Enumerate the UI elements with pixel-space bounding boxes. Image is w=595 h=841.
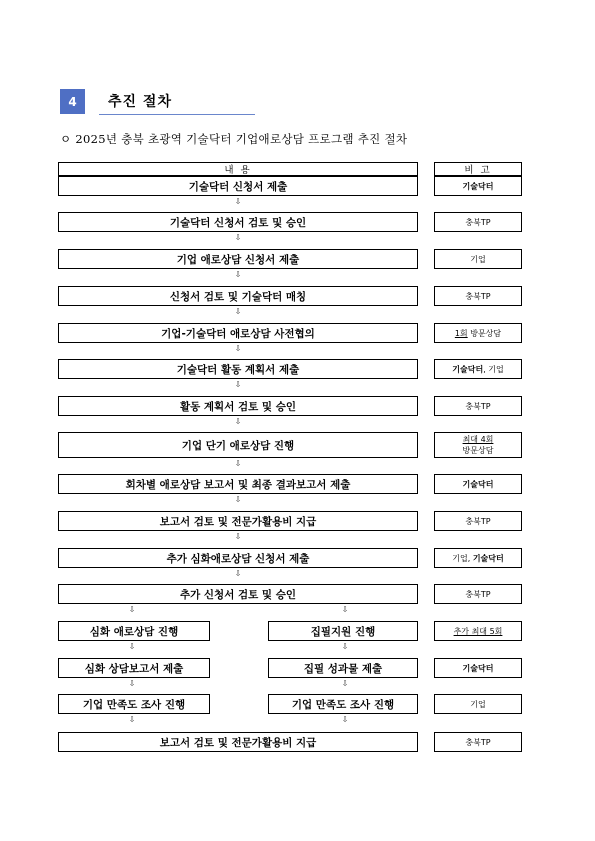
section-number: 4 (60, 89, 85, 114)
split-left-box: 기업 만족도 조사 진행 (58, 694, 210, 714)
down-arrow-icon: ⇩ (234, 233, 242, 242)
step-note: 기술닥터 (434, 474, 522, 494)
down-arrow-icon: ⇩ (234, 344, 242, 353)
down-arrow-icon: ⇩ (341, 679, 349, 688)
step-note: 기술닥터, 기업 (434, 359, 522, 379)
down-arrow-icon: ⇩ (234, 307, 242, 316)
down-arrow-icon: ⇩ (234, 459, 242, 468)
intro-text: ㅇ 2025년 충북 초광역 기술닥터 기업애로상담 프로그램 추진 절차 (60, 132, 408, 146)
step-box: 기술닥터 신청서 검토 및 승인 (58, 212, 418, 232)
down-arrow-icon: ⇩ (341, 605, 349, 614)
down-arrow-icon: ⇩ (128, 605, 136, 614)
down-arrow-icon: ⇩ (128, 679, 136, 688)
step-note: 최대 4회 방문상담 (434, 432, 522, 458)
step-note: 충북TP (434, 584, 522, 604)
step-box: 회차별 애로상담 보고서 및 최종 결과보고서 제출 (58, 474, 418, 494)
step-box: 신청서 검토 및 기술닥터 매칭 (58, 286, 418, 306)
split-right-box: 기업 만족도 조사 진행 (268, 694, 418, 714)
step-box: 활동 계획서 검토 및 승인 (58, 396, 418, 416)
split-right-box: 집필지원 진행 (268, 621, 418, 641)
step-box: 추가 심화애로상담 신청서 제출 (58, 548, 418, 568)
section-underline (99, 114, 255, 115)
step-note: 기업 (434, 249, 522, 269)
down-arrow-icon: ⇩ (234, 495, 242, 504)
step-note: 기술닥터 (434, 176, 522, 196)
step-box: 기업-기술닥터 애로상담 사전협의 (58, 323, 418, 343)
step-note: 추가 최대 5회 (434, 621, 522, 641)
down-arrow-icon: ⇩ (341, 642, 349, 651)
down-arrow-icon: ⇩ (341, 715, 349, 724)
step-box: 기술닥터 신청서 제출 (58, 176, 418, 196)
step-note: 충북TP (434, 396, 522, 416)
section-title: 추진 절차 (108, 94, 172, 110)
step-box: 기업 애로상담 신청서 제출 (58, 249, 418, 269)
header-note: 비 고 (434, 162, 522, 176)
step-note: 충북TP (434, 511, 522, 531)
step-box: 기술닥터 활동 계획서 제출 (58, 359, 418, 379)
split-left-box: 심화 애로상담 진행 (58, 621, 210, 641)
down-arrow-icon: ⇩ (234, 569, 242, 578)
down-arrow-icon: ⇩ (128, 642, 136, 651)
step-box: 추가 신청서 검토 및 승인 (58, 584, 418, 604)
step-note: 충북TP (434, 732, 522, 752)
down-arrow-icon: ⇩ (234, 270, 242, 279)
down-arrow-icon: ⇩ (128, 715, 136, 724)
step-note: 1회 방문상담 (434, 323, 522, 343)
final-step-box: 보고서 검토 및 전문가활용비 지급 (58, 732, 418, 752)
step-note: 충북TP (434, 212, 522, 232)
split-right-box: 집필 성과물 제출 (268, 658, 418, 678)
header-content: 내 용 (58, 162, 418, 176)
down-arrow-icon: ⇩ (234, 197, 242, 206)
down-arrow-icon: ⇩ (234, 532, 242, 541)
split-left-box: 심화 상담보고서 제출 (58, 658, 210, 678)
step-note: 기업 (434, 694, 522, 714)
step-note: 충북TP (434, 286, 522, 306)
down-arrow-icon: ⇩ (234, 417, 242, 426)
step-box: 기업 단기 애로상담 진행 (58, 432, 418, 458)
step-box: 보고서 검토 및 전문가활용비 지급 (58, 511, 418, 531)
step-note: 기업, 기술닥터 (434, 548, 522, 568)
step-note: 기술닥터 (434, 658, 522, 678)
down-arrow-icon: ⇩ (234, 380, 242, 389)
